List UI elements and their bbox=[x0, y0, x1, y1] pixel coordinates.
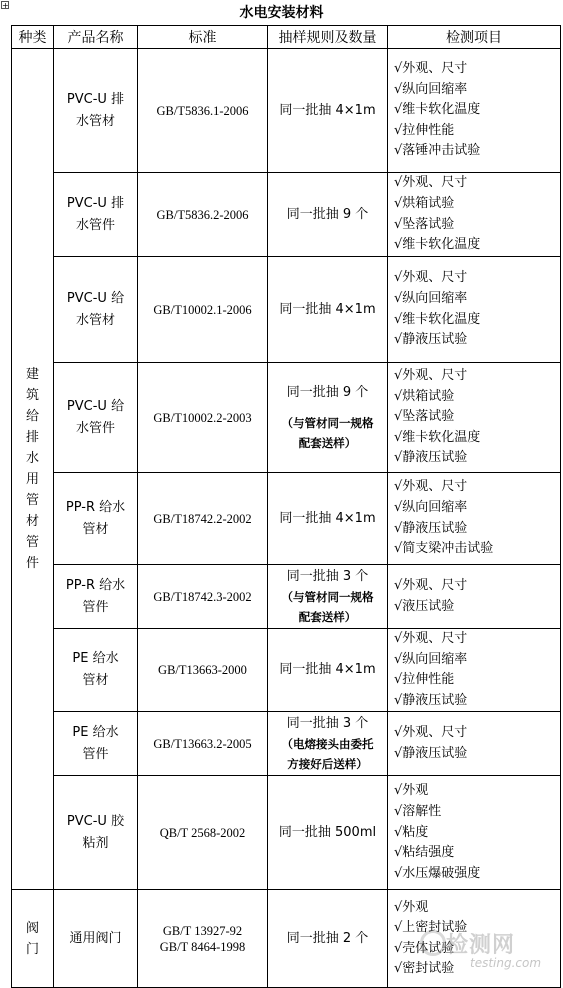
product-name-line: PE 给水 bbox=[72, 651, 119, 667]
test-items-list bbox=[394, 629, 560, 711]
product-name-cell bbox=[54, 890, 138, 988]
check-mark-icon: √ bbox=[394, 479, 403, 495]
test-item-label: 维卡软化温度 bbox=[402, 237, 481, 253]
check-mark-icon: √ bbox=[394, 940, 403, 956]
product-name-line: PVC-U 排 bbox=[66, 91, 125, 107]
test-item-label: 拉伸性能 bbox=[402, 122, 455, 138]
test-items-cell bbox=[388, 712, 561, 776]
table-row bbox=[12, 776, 561, 890]
sampling-rule-cell bbox=[268, 890, 388, 988]
check-mark-icon: √ bbox=[394, 692, 403, 708]
test-item bbox=[394, 650, 560, 671]
test-item bbox=[394, 843, 560, 864]
standard-cell bbox=[138, 49, 268, 173]
test-item bbox=[394, 407, 560, 428]
product-name-line: 水管材 bbox=[75, 312, 115, 328]
check-mark-icon: √ bbox=[394, 803, 403, 819]
table-row bbox=[12, 173, 561, 257]
check-mark-icon: √ bbox=[394, 865, 403, 881]
product-name-line: 管材 bbox=[82, 673, 109, 689]
standard-line: GB/T13663-2000 bbox=[158, 663, 247, 678]
test-item bbox=[394, 918, 560, 939]
test-item-label: 静液压试验 bbox=[402, 450, 468, 466]
header-test-items: 检测项目 bbox=[388, 26, 561, 49]
check-mark-icon: √ bbox=[394, 311, 403, 327]
product-name-line: 管件 bbox=[82, 746, 109, 762]
product-name-line: 管材 bbox=[82, 521, 109, 537]
check-mark-icon: √ bbox=[394, 631, 403, 646]
table-row bbox=[12, 712, 561, 776]
standard-cell bbox=[138, 890, 268, 988]
check-mark-icon: √ bbox=[394, 598, 403, 614]
test-item-label: 水压爆破强度 bbox=[402, 865, 481, 881]
product-name-cell bbox=[54, 257, 138, 363]
check-mark-icon: √ bbox=[394, 672, 403, 688]
page-title: 水电安装材料 bbox=[239, 5, 324, 21]
test-item-label: 外观、尺寸 bbox=[402, 61, 468, 77]
category-label: 阀门 bbox=[25, 920, 39, 957]
test-item-label: 粘度 bbox=[402, 824, 429, 840]
sampling-rule-text: 同一批抽 4×1m bbox=[279, 102, 376, 118]
test-item bbox=[394, 959, 560, 980]
test-item bbox=[394, 121, 560, 142]
test-item-label: 维卡软化温度 bbox=[402, 102, 481, 118]
check-mark-icon: √ bbox=[394, 175, 403, 191]
test-items-cell bbox=[388, 776, 561, 890]
test-item-label: 外观、尺寸 bbox=[402, 368, 468, 384]
standard-line: GB/T18742.2-2002 bbox=[153, 511, 252, 526]
test-item-label: 外观 bbox=[402, 783, 429, 799]
product-name-line: 水管材 bbox=[75, 113, 115, 129]
test-item-label: 静液压试验 bbox=[402, 745, 468, 761]
test-item-label: 静液压试验 bbox=[402, 692, 468, 708]
test-item bbox=[394, 939, 560, 960]
test-items-cell bbox=[388, 473, 561, 565]
test-item bbox=[394, 100, 560, 121]
product-name-cell bbox=[54, 49, 138, 173]
test-items-cell bbox=[388, 890, 561, 988]
test-items-cell bbox=[388, 565, 561, 629]
test-items-list bbox=[394, 477, 560, 559]
sampling-rule-cell bbox=[268, 629, 388, 712]
standard-cell bbox=[138, 173, 268, 257]
table-row bbox=[12, 49, 561, 173]
test-item-label: 液压试验 bbox=[402, 598, 455, 614]
sampling-rule-text: 同一批抽 3 个 bbox=[286, 568, 369, 584]
check-mark-icon: √ bbox=[394, 651, 403, 667]
standard-line: QB/T 2568-2002 bbox=[159, 825, 246, 840]
test-item-label: 纵向回缩率 bbox=[402, 290, 468, 306]
test-item-label: 维卡软化温度 bbox=[402, 311, 481, 327]
standard-line: GB/T 13927-92 bbox=[162, 923, 243, 938]
check-mark-icon: √ bbox=[394, 409, 403, 425]
check-mark-icon: √ bbox=[394, 81, 403, 97]
check-mark-icon: √ bbox=[394, 122, 403, 138]
check-mark-icon: √ bbox=[394, 725, 403, 741]
test-items-list bbox=[394, 268, 560, 350]
table-row bbox=[12, 629, 561, 712]
product-name-line: 通用阀门 bbox=[69, 930, 122, 946]
sampling-rule-note: 配套送样） bbox=[298, 609, 357, 624]
test-items-list bbox=[394, 366, 560, 469]
test-items-list bbox=[394, 898, 560, 980]
standard-cell bbox=[138, 776, 268, 890]
standard-line: GB/T 8464-1998 bbox=[159, 939, 246, 954]
test-item-label: 粘结强度 bbox=[402, 845, 455, 861]
test-item bbox=[394, 330, 560, 351]
test-item-label: 密封试验 bbox=[402, 961, 455, 977]
check-mark-icon: √ bbox=[394, 783, 403, 799]
test-item-label: 烘箱试验 bbox=[402, 388, 455, 404]
sampling-rule-text: 同一批抽 3 个 bbox=[286, 715, 369, 731]
sampling-rule-cell bbox=[268, 257, 388, 363]
check-mark-icon: √ bbox=[394, 961, 403, 977]
test-item-label: 坠落试验 bbox=[402, 409, 455, 425]
check-mark-icon: √ bbox=[394, 920, 403, 936]
check-mark-icon: √ bbox=[394, 845, 403, 861]
sampling-rule-text: 同一批抽 500ml bbox=[278, 824, 377, 840]
product-name-cell bbox=[54, 776, 138, 890]
table-row bbox=[12, 257, 561, 363]
header-standard: 标准 bbox=[138, 26, 268, 49]
test-item bbox=[394, 576, 560, 597]
check-mark-icon: √ bbox=[394, 195, 403, 211]
test-item bbox=[394, 597, 560, 618]
test-item bbox=[394, 268, 560, 289]
test-item-label: 纵向回缩率 bbox=[402, 81, 468, 97]
test-item bbox=[394, 59, 560, 80]
check-mark-icon: √ bbox=[394, 143, 403, 159]
test-items-list bbox=[394, 781, 560, 884]
test-item bbox=[394, 802, 560, 823]
test-items-cell bbox=[388, 173, 561, 257]
sampling-rule-note: （电熔接头由委托 bbox=[281, 736, 374, 751]
test-item-label: 落锤冲击试验 bbox=[402, 143, 481, 159]
test-items-list bbox=[394, 576, 560, 617]
test-item-label: 外观、尺寸 bbox=[402, 175, 468, 191]
test-item bbox=[394, 670, 560, 691]
sampling-rule-note: 配套送样） bbox=[298, 435, 357, 450]
test-item-label: 拉伸性能 bbox=[402, 672, 455, 688]
test-item bbox=[394, 366, 560, 387]
standard-cell bbox=[138, 363, 268, 473]
test-item bbox=[394, 898, 560, 919]
check-mark-icon: √ bbox=[394, 824, 403, 840]
check-mark-icon: √ bbox=[394, 745, 403, 761]
test-item bbox=[394, 781, 560, 802]
product-name-cell bbox=[54, 629, 138, 712]
test-item-label: 维卡软化温度 bbox=[402, 429, 481, 445]
check-mark-icon: √ bbox=[394, 541, 403, 557]
standard-line: GB/T18742.3-2002 bbox=[153, 589, 252, 604]
test-item-label: 溶解性 bbox=[402, 803, 442, 819]
check-mark-icon: √ bbox=[394, 216, 403, 232]
header-category: 种类 bbox=[12, 26, 54, 49]
sampling-rule-note: （与管材同一规格 bbox=[281, 415, 374, 430]
test-item bbox=[394, 141, 560, 162]
check-mark-icon: √ bbox=[394, 388, 403, 404]
table-row bbox=[12, 890, 561, 988]
test-item-label: 外观 bbox=[402, 899, 429, 915]
check-mark-icon: √ bbox=[394, 290, 403, 306]
test-item bbox=[394, 723, 560, 744]
standard-cell bbox=[138, 473, 268, 565]
check-mark-icon: √ bbox=[394, 429, 403, 445]
sampling-rule-note: 方接好后送样） bbox=[287, 756, 368, 771]
watermark-subtext: testing.com bbox=[470, 956, 542, 970]
test-item bbox=[394, 864, 560, 885]
test-item-label: 坠落试验 bbox=[402, 216, 455, 232]
check-mark-icon: √ bbox=[394, 61, 403, 77]
watermark-text: 检测网 bbox=[446, 933, 516, 958]
test-item bbox=[394, 691, 560, 712]
check-mark-icon: √ bbox=[394, 332, 403, 348]
standard-cell bbox=[138, 257, 268, 363]
sampling-rule-text: 同一批抽 4×1m bbox=[279, 662, 376, 678]
product-name-line: 水管件 bbox=[75, 217, 115, 233]
product-name-line: 管件 bbox=[82, 599, 109, 615]
test-item bbox=[394, 477, 560, 498]
check-mark-icon: √ bbox=[394, 237, 403, 253]
test-item-label: 烘箱试验 bbox=[402, 195, 455, 211]
product-name-line: PVC-U 给 bbox=[66, 290, 125, 306]
test-item-label: 外观、尺寸 bbox=[402, 577, 468, 593]
sampling-rule-cell bbox=[268, 565, 388, 629]
sampling-rule-text: 同一批抽 9 个 bbox=[286, 206, 369, 222]
check-mark-icon: √ bbox=[394, 499, 403, 515]
check-mark-icon: √ bbox=[394, 270, 403, 286]
test-item bbox=[394, 428, 560, 449]
test-item-label: 外观、尺寸 bbox=[402, 631, 468, 646]
test-item-label: 简支梁冲击试验 bbox=[402, 541, 494, 557]
test-item-label: 外观、尺寸 bbox=[402, 270, 468, 286]
sampling-rule-cell bbox=[268, 173, 388, 257]
test-item-label: 壳体试验 bbox=[402, 940, 455, 956]
sampling-rule-cell bbox=[268, 776, 388, 890]
product-name-cell bbox=[54, 173, 138, 257]
table-row bbox=[12, 565, 561, 629]
test-item-label: 外观、尺寸 bbox=[402, 479, 468, 495]
check-mark-icon: √ bbox=[394, 368, 403, 384]
product-name-cell bbox=[54, 473, 138, 565]
test-items-list bbox=[394, 59, 560, 162]
test-item-label: 静液压试验 bbox=[402, 520, 468, 536]
test-item bbox=[394, 235, 560, 256]
sampling-rule-cell bbox=[268, 473, 388, 565]
sampling-rule-text: 同一批抽 4×1m bbox=[279, 301, 376, 317]
test-item bbox=[394, 519, 560, 540]
standard-cell bbox=[138, 712, 268, 776]
table-move-handle-icon[interactable]: + bbox=[2, 1, 9, 10]
check-mark-icon: √ bbox=[394, 102, 403, 118]
test-item bbox=[394, 498, 560, 519]
test-item-label: 纵向回缩率 bbox=[402, 651, 468, 667]
product-name-line: PP-R 给水 bbox=[65, 499, 126, 515]
product-name-line: PVC-U 排 bbox=[66, 195, 125, 211]
product-name-cell bbox=[54, 363, 138, 473]
test-item bbox=[394, 173, 560, 194]
test-items-list bbox=[394, 173, 560, 255]
check-mark-icon: √ bbox=[394, 899, 403, 915]
test-items-list bbox=[394, 723, 560, 764]
test-item bbox=[394, 215, 560, 236]
standard-line: GB/T5836.2-2006 bbox=[156, 207, 249, 222]
product-name-line: PP-R 给水 bbox=[65, 577, 126, 593]
test-item-label: 静液压试验 bbox=[402, 332, 468, 348]
standard-line: GB/T5836.1-2006 bbox=[156, 103, 249, 118]
test-items-cell bbox=[388, 363, 561, 473]
standard-cell bbox=[138, 629, 268, 712]
sampling-rule-text: 同一批抽 9 个 bbox=[286, 384, 369, 400]
check-mark-icon: √ bbox=[394, 520, 403, 536]
table-row bbox=[12, 473, 561, 565]
check-mark-icon: √ bbox=[394, 577, 403, 593]
product-name-cell bbox=[54, 565, 138, 629]
standard-line: GB/T13663.2-2005 bbox=[153, 736, 252, 751]
test-items-cell bbox=[388, 49, 561, 173]
sampling-rule-text: 同一批抽 4×1m bbox=[279, 510, 376, 526]
check-mark-icon: √ bbox=[394, 450, 403, 466]
product-name-line: PVC-U 胶 bbox=[66, 813, 125, 829]
sampling-rule-cell bbox=[268, 49, 388, 173]
test-item-label: 上密封试验 bbox=[402, 920, 468, 936]
header-product-name: 产品名称 bbox=[54, 26, 138, 49]
test-item bbox=[394, 310, 560, 331]
test-item bbox=[394, 744, 560, 765]
standard-cell bbox=[138, 565, 268, 629]
product-name-line: PVC-U 给 bbox=[66, 398, 125, 414]
sampling-rule-note: （与管材同一规格 bbox=[281, 589, 374, 604]
product-name-line: PE 给水 bbox=[72, 724, 119, 740]
table-header-row bbox=[12, 26, 561, 49]
sampling-rule-cell bbox=[268, 363, 388, 473]
test-item bbox=[394, 823, 560, 844]
header-sampling-rule: 抽样规则及数量 bbox=[268, 26, 388, 49]
test-item bbox=[394, 629, 560, 650]
materials-table bbox=[11, 25, 561, 988]
standard-line: GB/T10002.2-2003 bbox=[153, 410, 252, 425]
test-items-cell bbox=[388, 629, 561, 712]
test-item bbox=[394, 289, 560, 310]
table-row bbox=[12, 363, 561, 473]
test-item bbox=[394, 80, 560, 101]
product-name-line: 粘剂 bbox=[82, 835, 109, 851]
test-item-label: 纵向回缩率 bbox=[402, 499, 468, 515]
test-items-cell bbox=[388, 257, 561, 363]
sampling-rule-cell bbox=[268, 712, 388, 776]
test-item bbox=[394, 539, 560, 560]
test-item bbox=[394, 448, 560, 469]
test-item bbox=[394, 387, 560, 408]
standard-line: GB/T10002.1-2006 bbox=[153, 302, 252, 317]
test-item bbox=[394, 194, 560, 215]
sampling-rule-text: 同一批抽 2 个 bbox=[286, 930, 369, 946]
category-label: 建筑给排水用管材管件 bbox=[25, 367, 39, 572]
product-name-cell bbox=[54, 712, 138, 776]
category-cell bbox=[12, 890, 54, 988]
product-name-line: 水管件 bbox=[75, 420, 115, 436]
category-cell bbox=[12, 49, 54, 890]
test-item-label: 外观、尺寸 bbox=[402, 725, 468, 741]
